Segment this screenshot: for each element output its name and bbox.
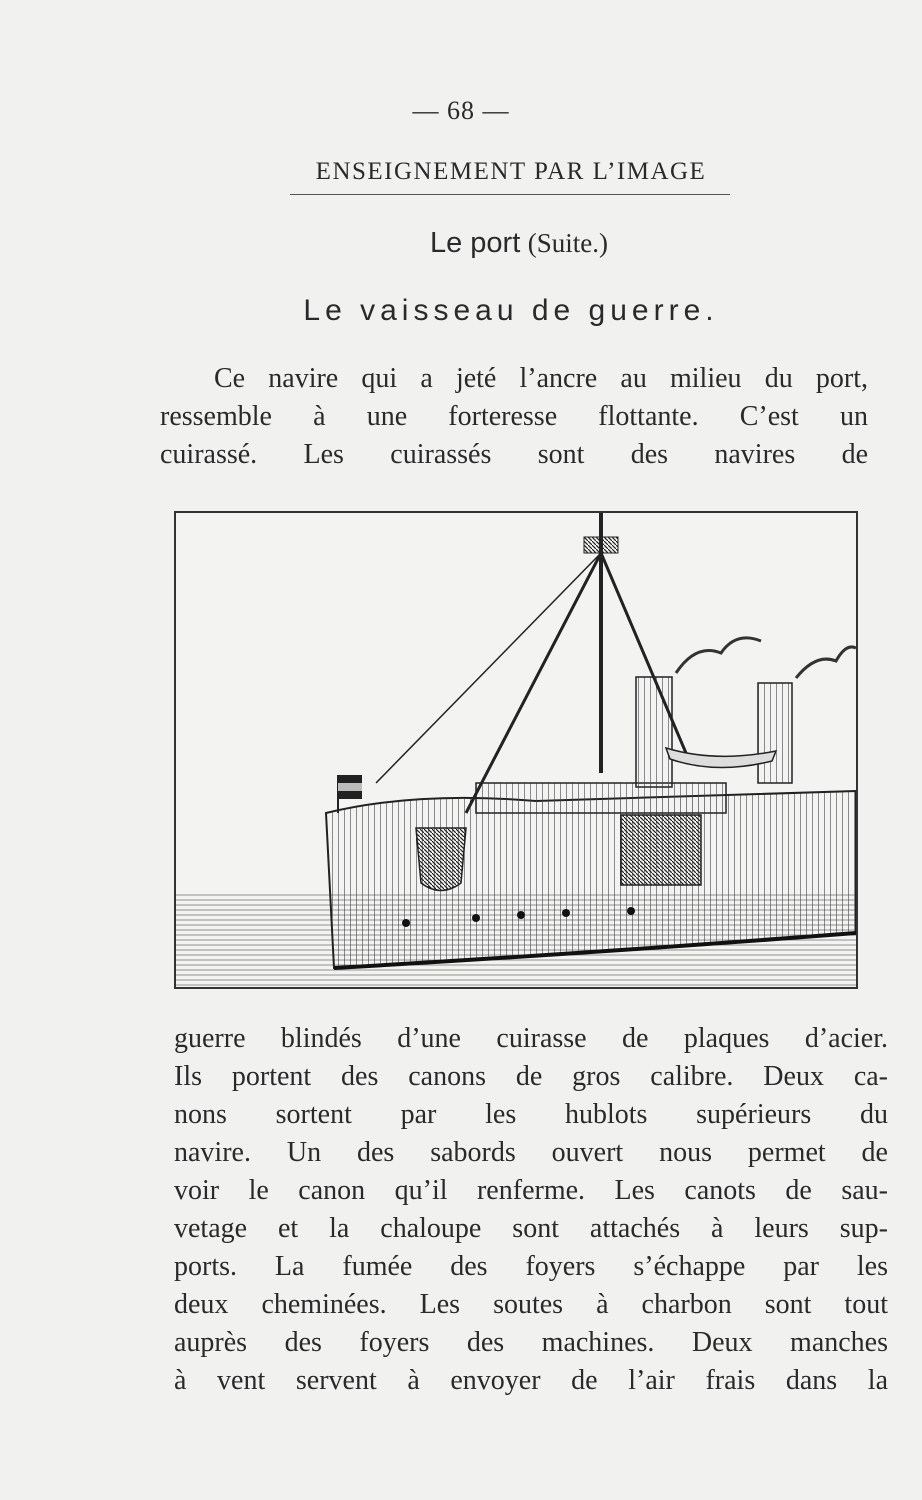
section-title [58,226,922,260]
section-title-main: Le port [429,227,521,259]
paragraph-bottom [174,1020,888,1400]
text-line: auprès des foyers des machines. Deux manches [174,1327,888,1358]
sub-title: Le vaisseau de guerre. [303,294,719,327]
page-number: — 68 — [412,96,510,125]
text-line: ports. La fumée des foyers s’échappe par les [174,1251,888,1282]
warship-illustration [174,511,858,989]
text-line: ressemble à une forteresse flottante. C’est un [160,401,868,432]
text-line: deux cheminées. Les soutes à charbon sont tout [174,1289,888,1320]
running-head-rule [290,194,730,195]
text-line: voir le canon qu’il renferme. Les canots de sau- [174,1175,888,1206]
text-line: navire. Un des sabords ouvert nous permet de [174,1137,888,1168]
running-head: ENSEIGNEMENT PAR L’IMAGE [315,158,707,185]
text-line: à vent servent à envoyer de l’air frais dans la [174,1365,888,1396]
section-title-note: (Suite.) [527,228,609,258]
text-line: nons sortent par les hublots supérieurs du [174,1099,888,1130]
text-line: Ils portent des canons de gros calibre. Deux ca- [174,1061,888,1092]
text-line: Ce navire qui a jeté l’ancre au milieu du port, [214,363,868,394]
text-line: vetage et la chaloupe sont attachés à leurs sup- [174,1213,888,1244]
text-line: cuirassé. Les cuirassés sont des navires de [160,439,868,470]
paragraph-top [160,360,868,474]
text-line: guerre blindés d’une cuirasse de plaques d’acier. [174,1023,888,1054]
